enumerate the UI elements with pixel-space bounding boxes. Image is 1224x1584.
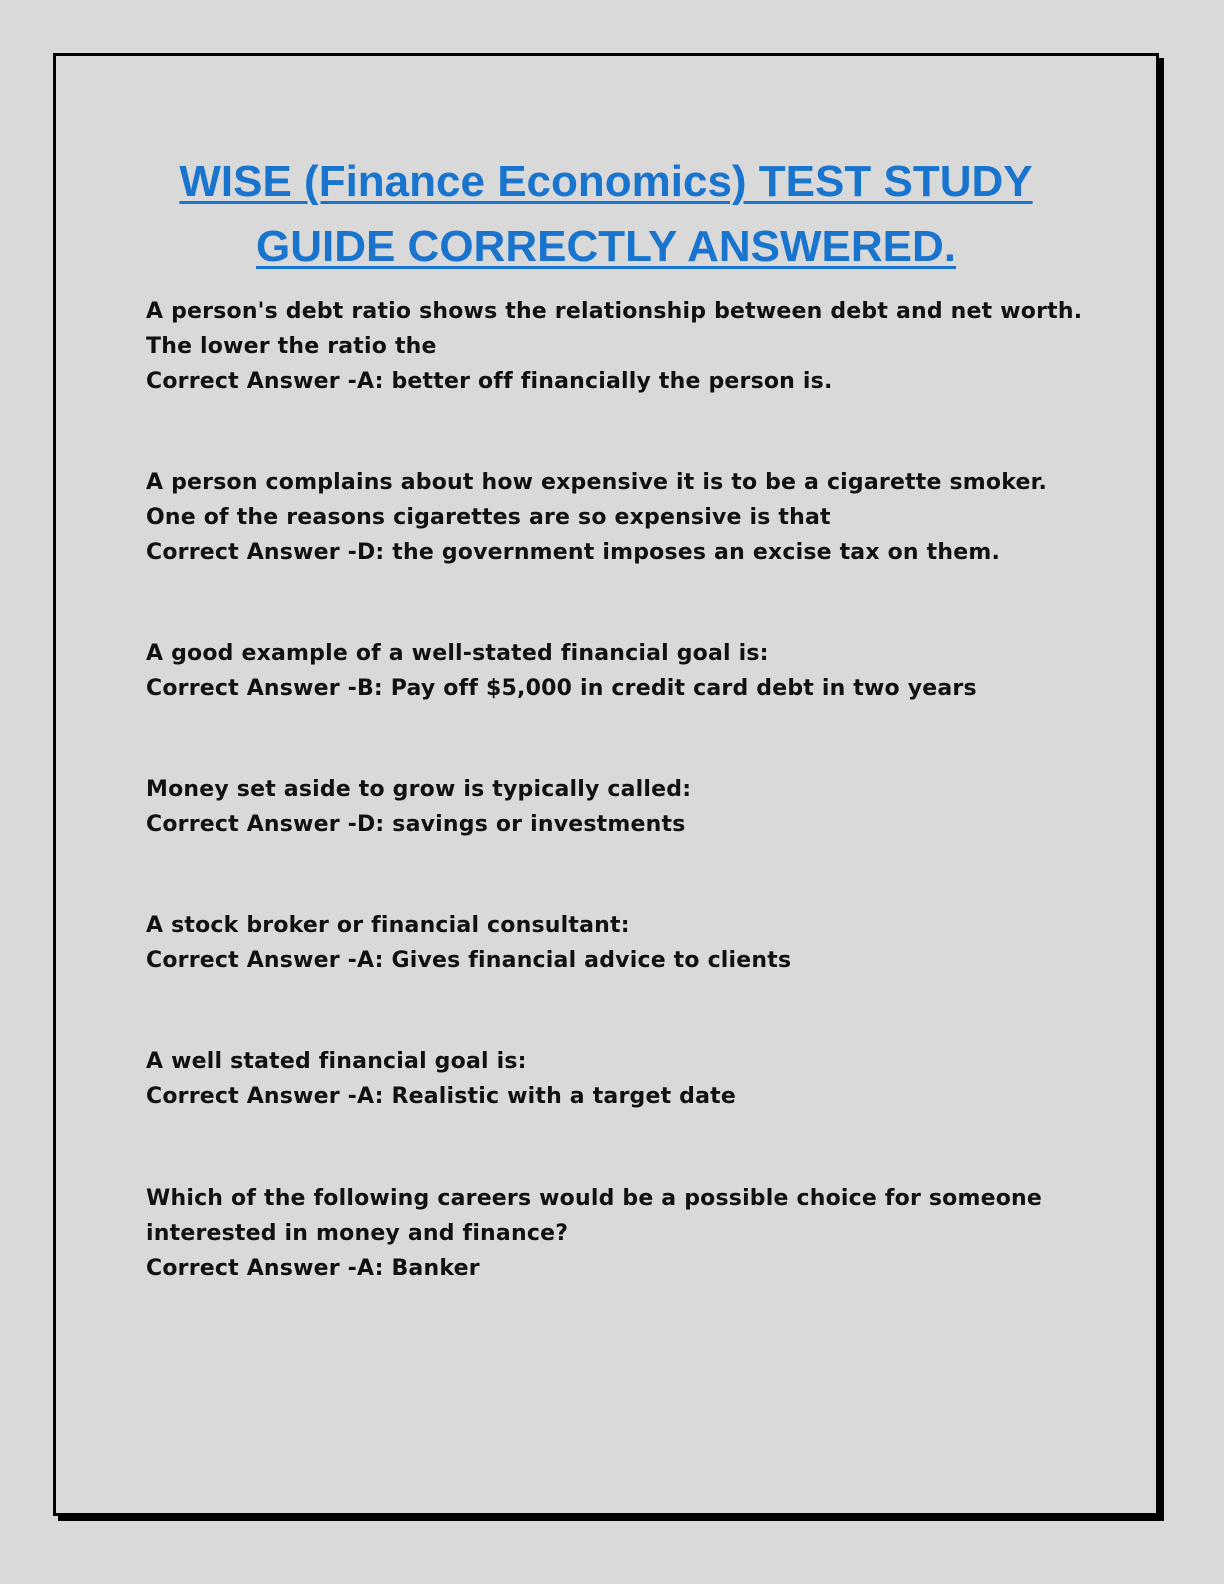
question-line: A person's debt ratio shows the relationship between debt and net worth. (146, 299, 1083, 324)
qa-item-3 (146, 636, 1106, 706)
answer-line: Correct Answer -D: savings or investments (146, 812, 686, 837)
question-line: Which of the following careers would be a possible choice for someone (146, 1186, 1043, 1211)
qa-item-4 (146, 772, 1106, 842)
question-line: A stock broker or financial consultant: (146, 913, 630, 938)
question-line: interested in money and finance? (146, 1221, 569, 1246)
qa-item-7 (146, 1181, 1106, 1286)
qa-item-6 (146, 1044, 1106, 1114)
answer-line: Correct Answer -D: the government imposes an excise tax on them. (146, 540, 1001, 565)
question-line: A person complains about how expensive it is to be a cigarette smoker. (146, 470, 1048, 495)
answer-line: Correct Answer -A: Gives financial advice to clients (146, 948, 792, 973)
qa-item-5 (146, 908, 1106, 978)
qa-item-1 (146, 294, 1106, 399)
page-frame (53, 53, 1159, 1516)
title-line-2: GUIDE CORRECTLY ANSWERED. (255, 222, 956, 271)
question-line: A good example of a well-stated financial goal is: (146, 641, 769, 666)
question-line: The lower the ratio the (146, 334, 437, 359)
question-line: One of the reasons cigarettes are so expensive is that (146, 505, 831, 530)
title-line-1: WISE (Finance Economics) TEST STUDY (179, 157, 1033, 206)
answer-line: Correct Answer -A: better off financially the person is. (146, 369, 833, 394)
qa-item-2 (146, 465, 1106, 570)
question-line: A well stated financial goal is: (146, 1049, 527, 1074)
question-line: Money set aside to grow is typically called: (146, 777, 692, 802)
answer-line: Correct Answer -B: Pay off $5,000 in credit card debt in two years (146, 676, 977, 701)
answer-line: Correct Answer -A: Realistic with a target date (146, 1084, 736, 1109)
answer-line: Correct Answer -A: Banker (146, 1256, 480, 1281)
page-title (56, 149, 1156, 279)
